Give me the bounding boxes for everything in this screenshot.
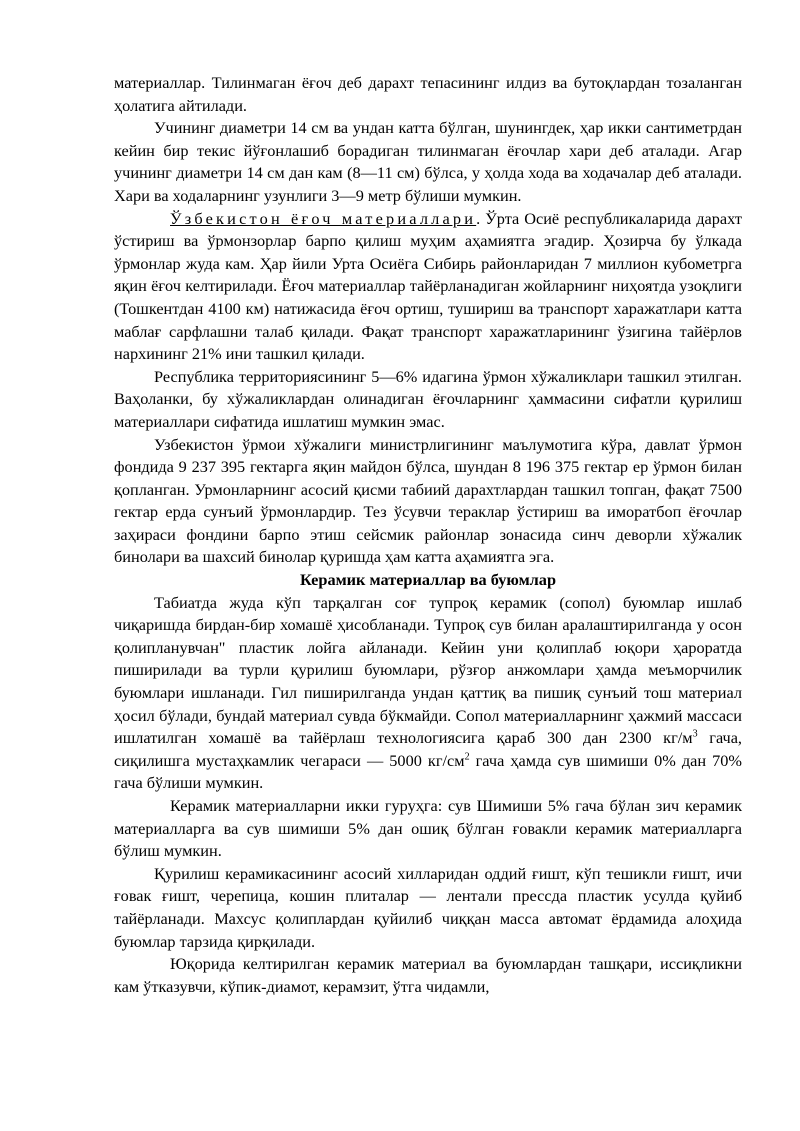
paragraph-6-part-a: Табиатда жуда кўп тарқалган соғ тупроқ керамик (сопол) буюмлар ишлаб чиқаришда бирдан-бир хомашё ҳисобланади. Тупроқ сув билан аралаштирилганда у осон қолипланувчан" пластик лойга айланади. Кейин уни қолиплаб юқори ҳароратда пиширилади ва турли қурилиш буюмлари, рўзғор анжомлари ҳамда меъморчилик буюмлари ишланади. Гил пиширилганда ундан қаттиқ ва пишиқ сунъий тош материал ҳосил бўлади, бундай материал сувда бўкмайди. Сопол материалларнинг ҳажмий массаси ишлатилган хомашё ва тайёрлаш технологиясига қараб 300 дан 2300 кг/м: [114, 592, 742, 748]
superscript-square: 2: [464, 751, 470, 763]
paragraph-6-part-c: гача ҳамда сув шимиши 0% дан 70% гача бўлиши мумкин.: [114, 750, 742, 793]
paragraph-8: Қурилиш керамикасининг асосий хилларидан оддий ғишт, кўп тешикли ғишт, ичи ғовак ғишт, черепица, кошин плиталар — лентали прессда пластик усулда қуйиб тайёрланади. Махсус қолиплардан қуйилиб чиққан масса автомат ёрдамида алоҳида буюмлар тарзида қирқилади.: [114, 863, 742, 951]
paragraph-6: [114, 592, 742, 795]
paragraph-6-part-b: гача, сиқилишга мустаҳкамлик чегараси — 5000 кг/см: [114, 728, 742, 770]
paragraph-3: [114, 208, 742, 366]
paragraph-2: Учининг диаметри 14 см ва ундан катта бўлган, шунингдек, ҳар икки сантиметрдан кейин бир текис йўғонлашиб борадиган тилинмаган ёғочлар хари деб аталади. Агар учининг диаметри 14 см дан кам (8—11 см) бўлса, у ҳолда хода ва ходачалар деб аталади. Хари ва ходаларнинг узунлиги 3—9 метр бўлиши мумкин.: [114, 118, 742, 205]
paragraph-7: Керамик материалларни икки гуруҳга: сув Шимиши 5% гача бўлан зич керамик материалларга ва сув шимиши 5% дан ошиқ бўлган ғовакли керамик материалларга бўлиш мумкин.: [114, 796, 742, 861]
document-page: [114, 72, 742, 998]
section-title-uzbek-wood: Ўзбекистон ёғоч материаллари: [170, 208, 477, 228]
paragraph-5: Узбекистон ўрмои хўжалиги министрлигининг маълумотига кўра, давлат ўрмон фондида 9 237 395 гектарга яқин майдон бўлса, шундан 8 196 375 гектар ер ўрмон билан қопланган. Урмонларнинг асосий қисми табиий дарахтлардан ташкил топган, фақат 7500 гектар ерда сунъий ўрмонлардир. Тез ўсувчи тераклар ўстириш ва иморатбоп ёғочлар заҳираси фондини барпо этиш сейсмик районлар зонасида синч деворли хўжалик бинолари ва шахсий бинолар қуришда ҳам катта аҳамиятга эга.: [114, 434, 742, 567]
section-heading: Керамик материаллар ва буюмлар: [299, 570, 556, 590]
paragraph-1: материаллар. Тилинмаган ёғоч деб дарахт тепасининг илдиз ва бутоқлардан тозаланган ҳолатига айтилади.: [114, 73, 742, 115]
paragraph-4: Республика территориясининг 5—6% идагина ўрмон хўжаликлари ташкил этилган. Ваҳоланки, бу хўжаликлардан олинадиган ёғочларнинг ҳаммасини сифатли қурилиш материаллари сифатида ишлатиш мумкин эмас.: [114, 366, 742, 431]
paragraph-9: Юқорида келтирилган керамик материал ва буюмлардан ташқари, иссиқликни кам ўтказувчи, кўпик-диамот, керамзит, ўтга чидамли,: [114, 954, 742, 996]
paragraph-3-text: . Ўрта Осиё республикаларида дарахт ўстириш ва ўрмонзорлар барпо қилиш муҳим аҳамиятга эгадир. Ҳозирча бу ўлкада ўрмонлар жуда кам. Ҳар йили Урта Осиёга Сибирь районларидан 7 миллион кубометрга яқин ёғоч келтирилади. Ёғоч материаллар тайёрланадиган жойларнинг ниҳоятда узоқлиги (Тошкентдан 4100 км) натижасида ёғоч ортиш, тушириш ва транспорт харажатлари катта маблағ сарфлашни талаб қилади. Фақат транспорт харажатларининг ўзигина тайёрлов нархининг 21% ини ташкил қилади.: [114, 208, 742, 364]
superscript-cubic: 3: [692, 728, 698, 740]
